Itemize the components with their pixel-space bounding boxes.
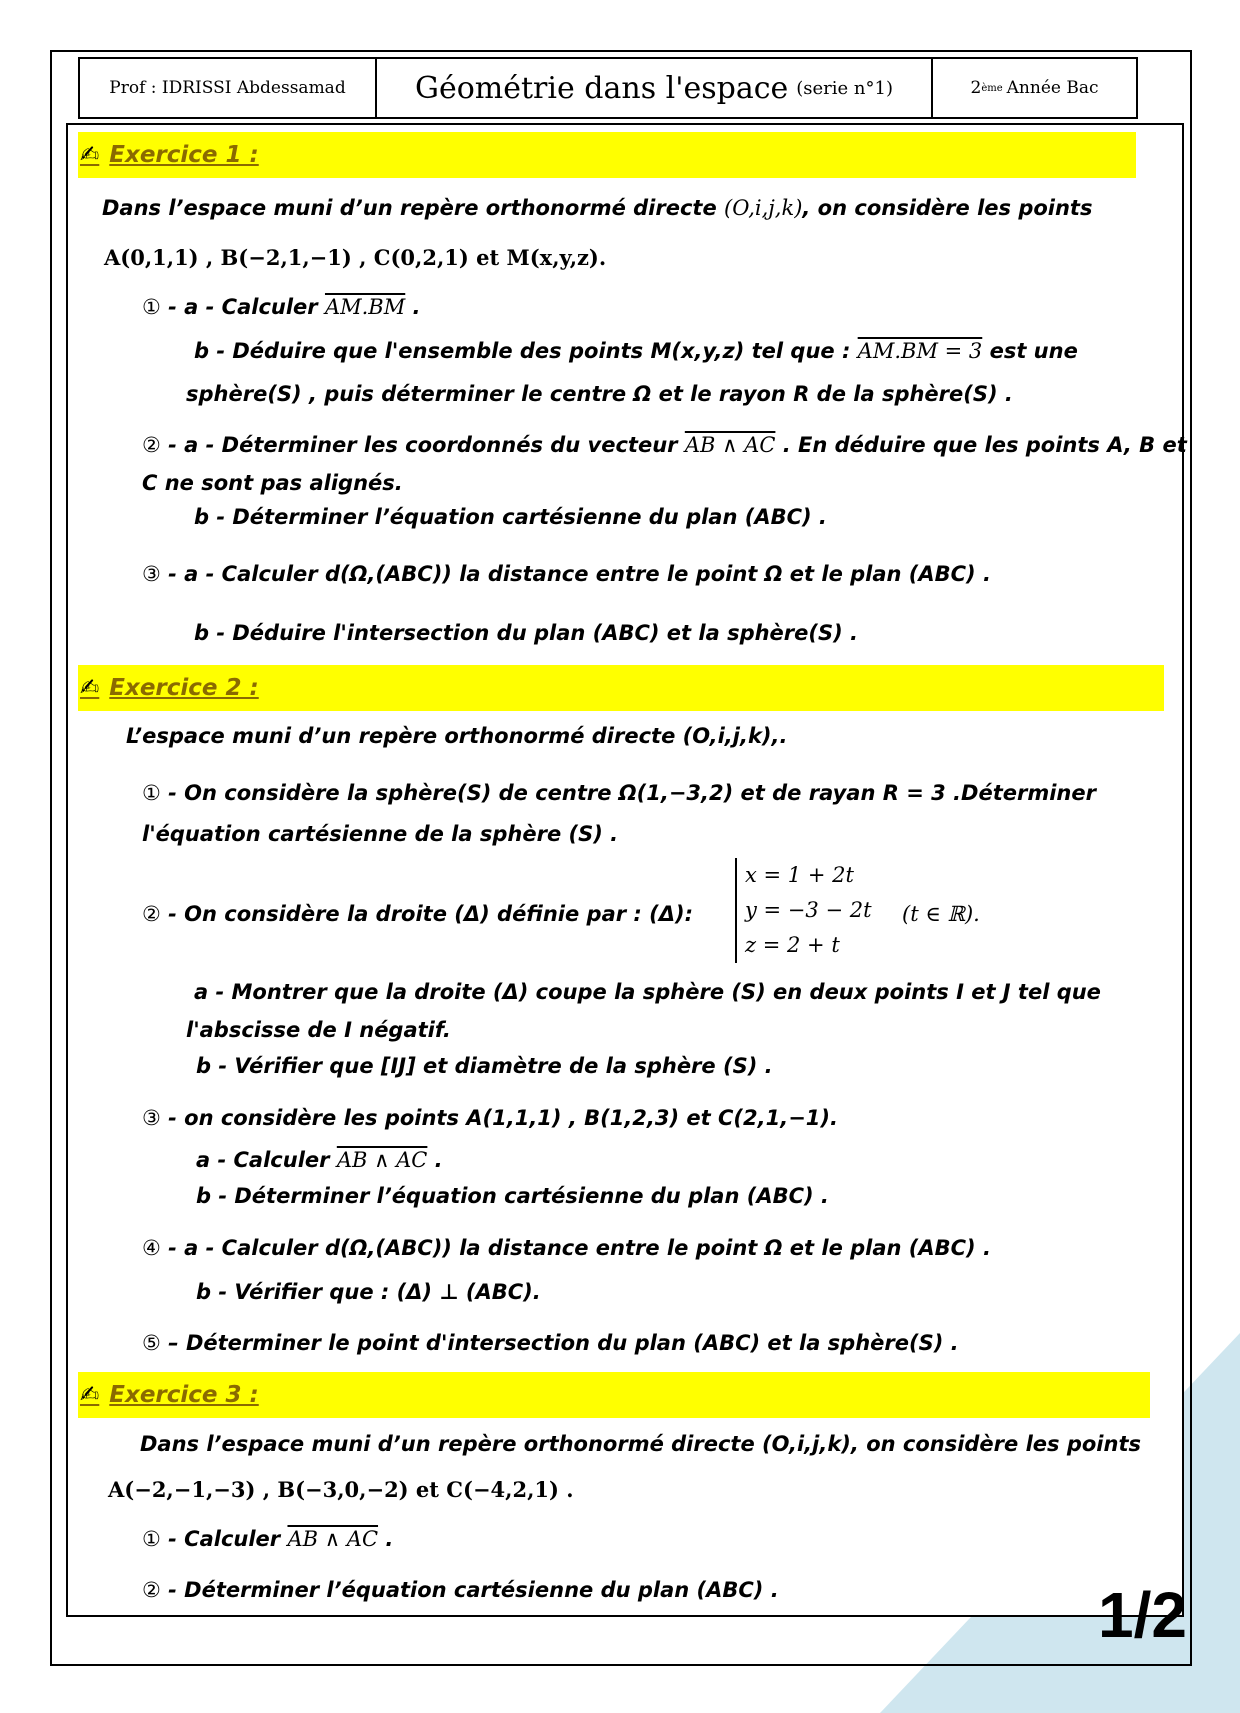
ex1-frame: (O,i,j,k) bbox=[724, 196, 803, 220]
exercise-1-title-text: Exercice 1 : bbox=[109, 142, 259, 168]
exercise-2-title bbox=[78, 675, 259, 701]
ex2-q5-text: – Déterminer le point d'intersection du plan (ABC) et la sphère(S) . bbox=[168, 1331, 959, 1355]
ex2-q3-text: - on considère les points A(1,1,1) , B(1,2,3) et C(2,1,−1). bbox=[168, 1106, 838, 1130]
ex1-intro-b: , on considère les points bbox=[802, 196, 1093, 220]
exercise-3-title bbox=[78, 1382, 259, 1408]
prof-name: Prof : IDRISSI Abdessamad bbox=[109, 78, 346, 98]
exercise-3-banner bbox=[78, 1372, 1150, 1418]
ex1-q1b-text: b - Déduire que l'ensemble des points M(x,y,z) tel que : bbox=[194, 339, 851, 363]
page-title: Géométrie dans l'espace bbox=[415, 70, 789, 106]
ex1-q1a-text: - a - Calculer bbox=[168, 295, 318, 319]
ex2-q2a2: l'abscisse de I négatif. bbox=[186, 1018, 451, 1042]
ex2-q1 bbox=[142, 781, 1096, 805]
ex1-q2a-end: . En déduire que les points A, B et bbox=[782, 433, 1187, 457]
ex2-q2a: a - Montrer que la droite (Δ) coupe la sphère (S) en deux points I et J tel que bbox=[194, 980, 1101, 1004]
ex2-q2 bbox=[142, 902, 693, 926]
ex1-q2a-text: - a - Déterminer les coordonnés du vecteur bbox=[168, 433, 678, 457]
circled-2-icon: ② bbox=[142, 1578, 161, 1602]
header-table bbox=[78, 57, 1138, 119]
ex1-intro bbox=[102, 196, 1092, 220]
sys-param: (t ∈ ℝ). bbox=[902, 902, 980, 926]
exercise-2-title-text: Exercice 2 : bbox=[109, 675, 259, 701]
ex1-q3a bbox=[142, 562, 991, 586]
ex1-q3b: b - Déduire l'intersection du plan (ABC) et la sphère(S) . bbox=[194, 621, 859, 645]
ex1-q2a2: C ne sont pas alignés. bbox=[142, 471, 403, 495]
exercise-3-title-text: Exercice 3 : bbox=[109, 1382, 259, 1408]
ex1-q2a-expr: AB ∧ AC bbox=[684, 433, 776, 457]
exercise-1-title bbox=[78, 142, 259, 168]
page-number: 1/2 bbox=[1098, 1579, 1187, 1651]
ex2-intro: L’espace muni d’un repère orthonormé directe (O,i,j,k),. bbox=[126, 724, 788, 748]
ex1-q1b2: sphère(S) , puis déterminer le centre Ω et le rayon R de la sphère(S) . bbox=[186, 382, 1013, 406]
ex1-q2b: b - Déterminer l’équation cartésienne du plan (ABC) . bbox=[194, 505, 827, 529]
year-superscript: ème bbox=[981, 82, 1003, 94]
ex1-q2a bbox=[142, 433, 1187, 457]
ex1-q1a: ① - a - Calculer AM.BM . bbox=[142, 295, 421, 319]
year-text: Année Bac bbox=[1006, 78, 1099, 98]
circled-2-icon: ② bbox=[142, 433, 161, 457]
ex3-q1-expr: AB ∧ AC bbox=[287, 1527, 379, 1551]
year-number: 2 bbox=[970, 78, 982, 98]
ex1-q1b bbox=[194, 339, 1078, 363]
ex2-q3a: a - Calculer AB ∧ AC . bbox=[196, 1148, 443, 1172]
ex3-q2 bbox=[142, 1578, 779, 1602]
ex2-q2b: b - Vérifier que [IJ] et diamètre de la sphère (S) . bbox=[196, 1054, 773, 1078]
circled-5-icon: ⑤ bbox=[142, 1331, 161, 1355]
header-year bbox=[933, 59, 1136, 117]
exercise-2-banner bbox=[78, 665, 1164, 711]
sys-y: y = −3 − 2t bbox=[745, 898, 872, 922]
ex2-q4b: b - Vérifier que : (Δ) ⊥ (ABC). bbox=[196, 1280, 541, 1304]
circled-2-icon: ② bbox=[142, 902, 161, 926]
ex3-intro: Dans l’espace muni d’un repère orthonormé directe (O,i,j,k), on considère les points bbox=[140, 1432, 1141, 1456]
ex3-points: A(−2,−1,−3) , B(−3,0,−2) et C(−4,2,1) . bbox=[108, 1477, 574, 1502]
ex2-q4a bbox=[142, 1236, 991, 1260]
line-system bbox=[735, 858, 872, 963]
exercise-1-banner bbox=[78, 132, 1136, 178]
ex1-q1b-end: est une bbox=[989, 339, 1078, 363]
ex3-q2-text: - Déterminer l’équation cartésienne du plan (ABC) . bbox=[168, 1578, 779, 1602]
ex2-q2-text: - On considère la droite (Δ) définie par : (Δ): bbox=[168, 902, 693, 926]
pen-icon: ✍ bbox=[80, 1382, 100, 1408]
ex1-q1a-expr: AM.BM bbox=[324, 295, 406, 319]
ex3-q1-text: - Calculer bbox=[168, 1527, 281, 1551]
ex2-q3b: b - Déterminer l’équation cartésienne du plan (ABC) . bbox=[196, 1184, 829, 1208]
sys-x: x = 1 + 2t bbox=[745, 863, 854, 887]
ex2-q3a-text: a - Calculer bbox=[196, 1148, 330, 1172]
ex1-intro-a: Dans l’espace muni d’un repère orthonormé directe bbox=[102, 196, 717, 220]
circled-1-icon: ① bbox=[142, 295, 161, 319]
ex2-q1-text: - On considère la sphère(S) de centre Ω(1,−3,2) et de rayan R = 3 .Déterminer bbox=[168, 781, 1096, 805]
circled-1-icon: ① bbox=[142, 1527, 161, 1551]
header-title-cell bbox=[377, 59, 933, 117]
circled-4-icon: ④ bbox=[142, 1236, 161, 1260]
header-prof bbox=[80, 59, 377, 117]
pen-icon: ✍ bbox=[80, 675, 100, 701]
circled-1-icon: ① bbox=[142, 781, 161, 805]
ex3-q1: ① - Calculer AB ∧ AC . bbox=[142, 1527, 394, 1551]
sys-z: z = 2 + t bbox=[745, 933, 840, 957]
circled-3-icon: ③ bbox=[142, 1106, 161, 1130]
circled-3-icon: ③ bbox=[142, 562, 161, 586]
ex2-q4a-text: - a - Calculer d(Ω,(ABC)) la distance entre le point Ω et le plan (ABC) . bbox=[168, 1236, 991, 1260]
ex2-q5 bbox=[142, 1331, 959, 1355]
ex1-points: A(0,1,1) , B(−2,1,−1) , C(0,2,1) et M(x,y,z). bbox=[104, 245, 607, 270]
pen-icon: ✍ bbox=[80, 142, 100, 168]
ex2-q1b: l'équation cartésienne de la sphère (S) . bbox=[142, 822, 619, 846]
ex1-q1b-expr: AM.BM = 3 bbox=[857, 339, 983, 363]
ex2-q3 bbox=[142, 1106, 838, 1130]
ex1-q3a-text: - a - Calculer d(Ω,(ABC)) la distance entre le point Ω et le plan (ABC) . bbox=[168, 562, 991, 586]
ex2-q3a-expr: AB ∧ AC bbox=[336, 1148, 428, 1172]
series-label: (serie n°1) bbox=[796, 77, 893, 99]
